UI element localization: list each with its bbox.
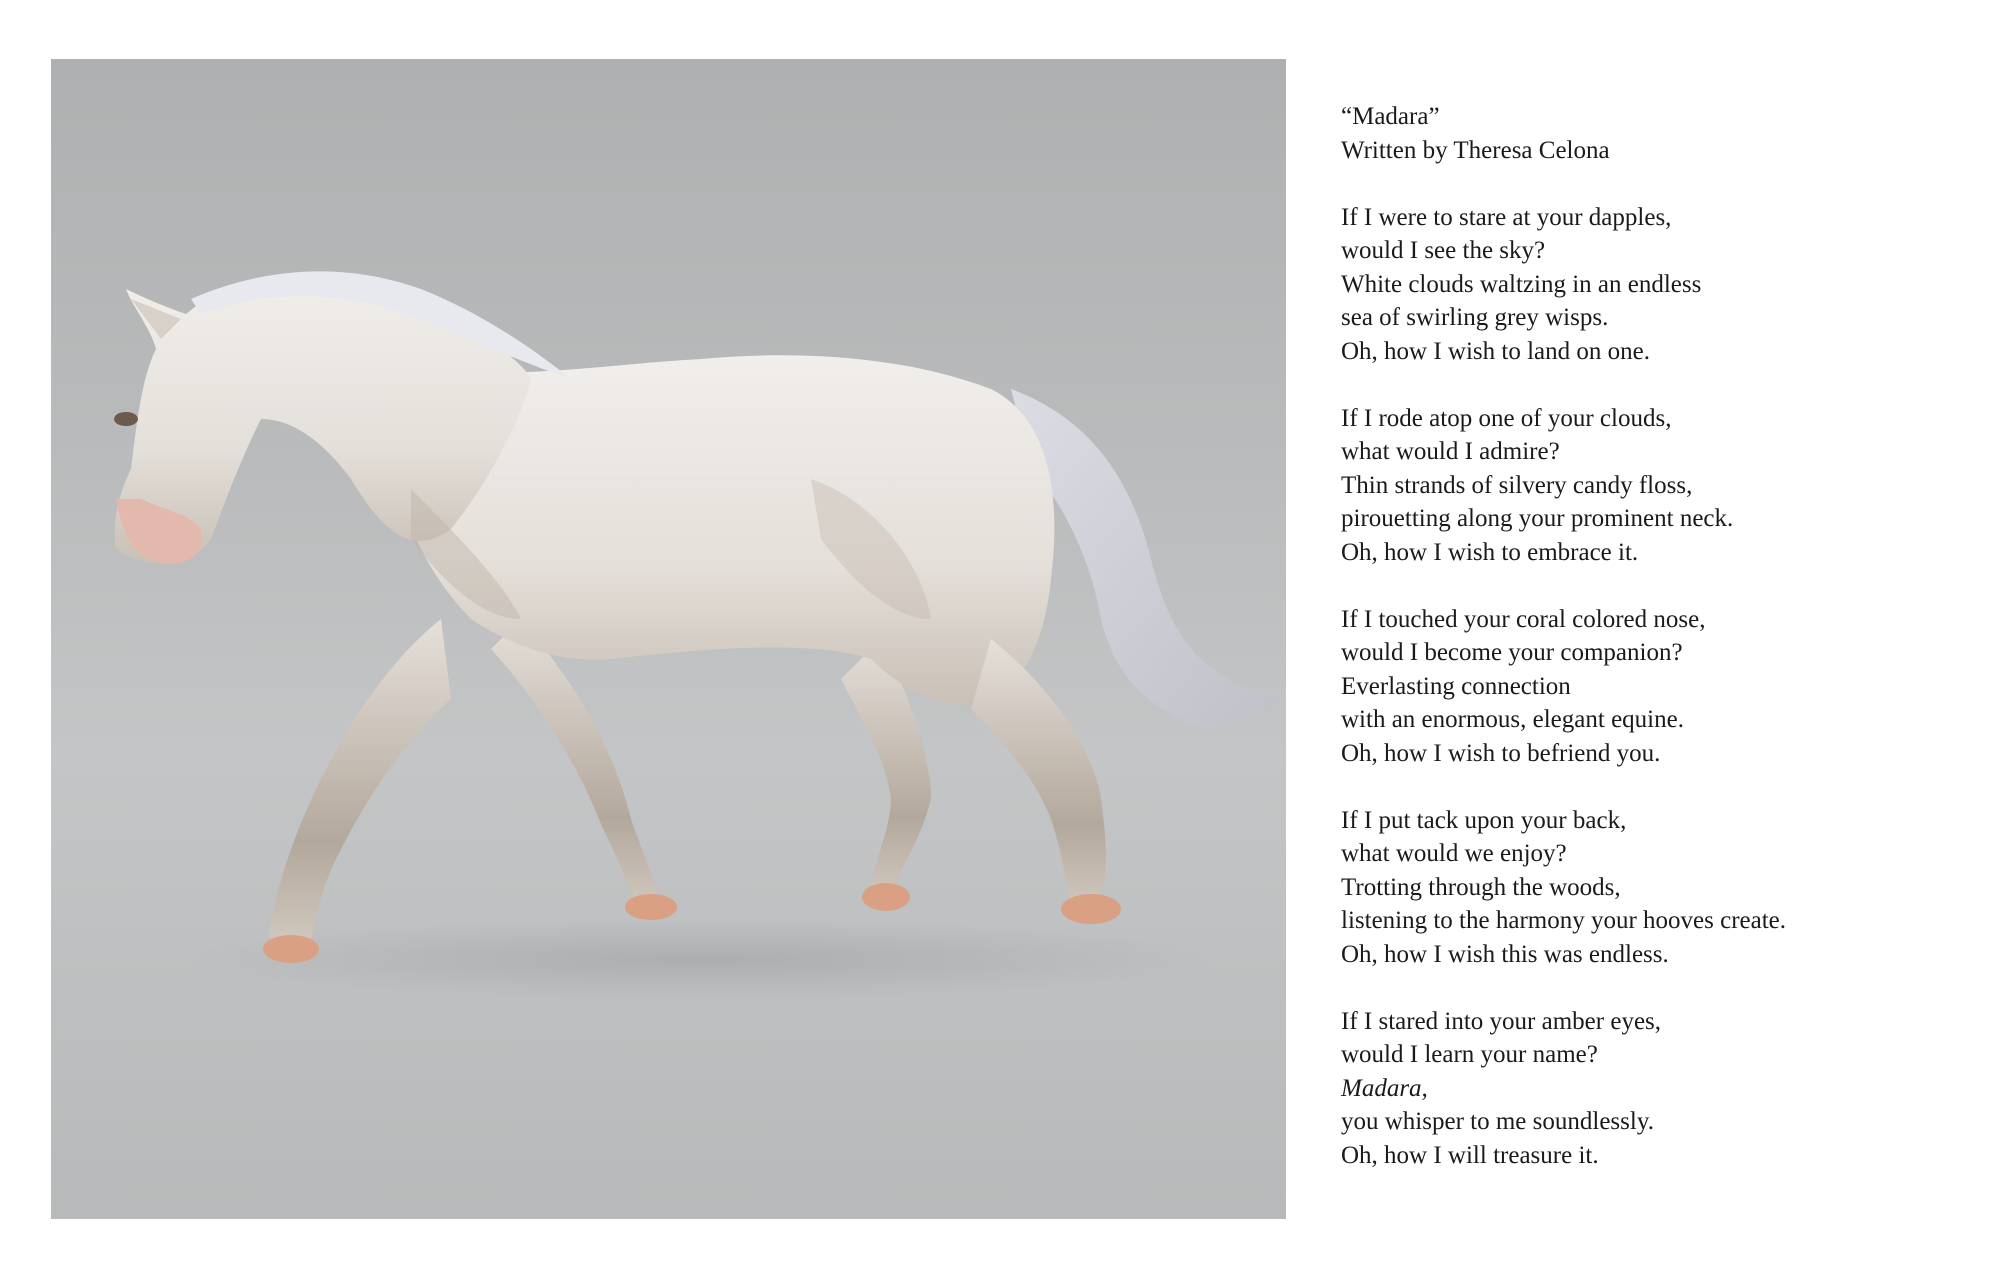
poem-line: pirouetting along your prominent neck.	[1341, 505, 1734, 532]
near-hind-leg	[971, 639, 1106, 904]
eye	[114, 412, 138, 426]
poem-line-italic: Madara,	[1341, 1074, 1428, 1102]
poem-line: If I were to stare at your dapples,	[1341, 203, 1672, 231]
hoof	[862, 883, 910, 911]
hoof	[263, 935, 319, 963]
poem-line: If I touched your coral colored nose,	[1341, 605, 1706, 633]
poem-line: If I put tack upon your back,	[1341, 806, 1627, 834]
stanza-1	[1341, 201, 1961, 369]
poem-line: Thin strands of silvery candy floss,	[1341, 471, 1693, 499]
poem-line: Everlasting connection	[1341, 672, 1571, 700]
poem-line: If I rode atop one of your clouds,	[1341, 404, 1672, 432]
poem-title: “Madara”	[1341, 103, 1440, 130]
poem-line: would I learn your name?	[1341, 1041, 1598, 1068]
horse-figurine-image	[51, 59, 1286, 1219]
spacer	[1341, 167, 1961, 201]
poem-line: listening to the harmony your hooves create.	[1341, 907, 1787, 934]
poem-line: you whisper to me soundlessly.	[1341, 1108, 1654, 1135]
poem-line: what would I admire?	[1341, 438, 1560, 465]
hoof	[625, 894, 677, 920]
poem-byline: Written by Theresa Celona	[1341, 136, 1610, 164]
floor-shadow	[181, 919, 1221, 999]
poem-line: Oh, how I wish this was endless.	[1341, 940, 1669, 968]
poem-line: Oh, how I wish to land on one.	[1341, 337, 1650, 365]
stanza-5	[1341, 1005, 1961, 1173]
hoof	[1061, 894, 1121, 924]
poem-line: sea of swirling grey wisps.	[1341, 304, 1609, 331]
far-front-leg	[491, 619, 656, 904]
poem	[1341, 100, 1961, 1206]
poem-line: would I become your companion?	[1341, 639, 1683, 666]
poem-line: Oh, how I will treasure it.	[1341, 1141, 1599, 1169]
poem-line: White clouds waltzing in an endless	[1341, 270, 1702, 298]
poem-line: with an enormous, elegant equine.	[1341, 706, 1684, 733]
horse-photo	[51, 59, 1286, 1219]
stanza-4	[1341, 804, 1961, 972]
poem-line: Oh, how I wish to befriend you.	[1341, 739, 1661, 767]
poem-line: Trotting through the woods,	[1341, 873, 1621, 901]
poem-line: Oh, how I wish to embrace it.	[1341, 538, 1639, 566]
poem-line: If I stared into your amber eyes,	[1341, 1007, 1662, 1035]
poem-line: would I see the sky?	[1341, 237, 1546, 264]
near-front-leg	[269, 619, 451, 939]
stanza-3	[1341, 603, 1961, 771]
poem-line: what would we enjoy?	[1341, 840, 1567, 867]
stanza-2	[1341, 402, 1961, 570]
